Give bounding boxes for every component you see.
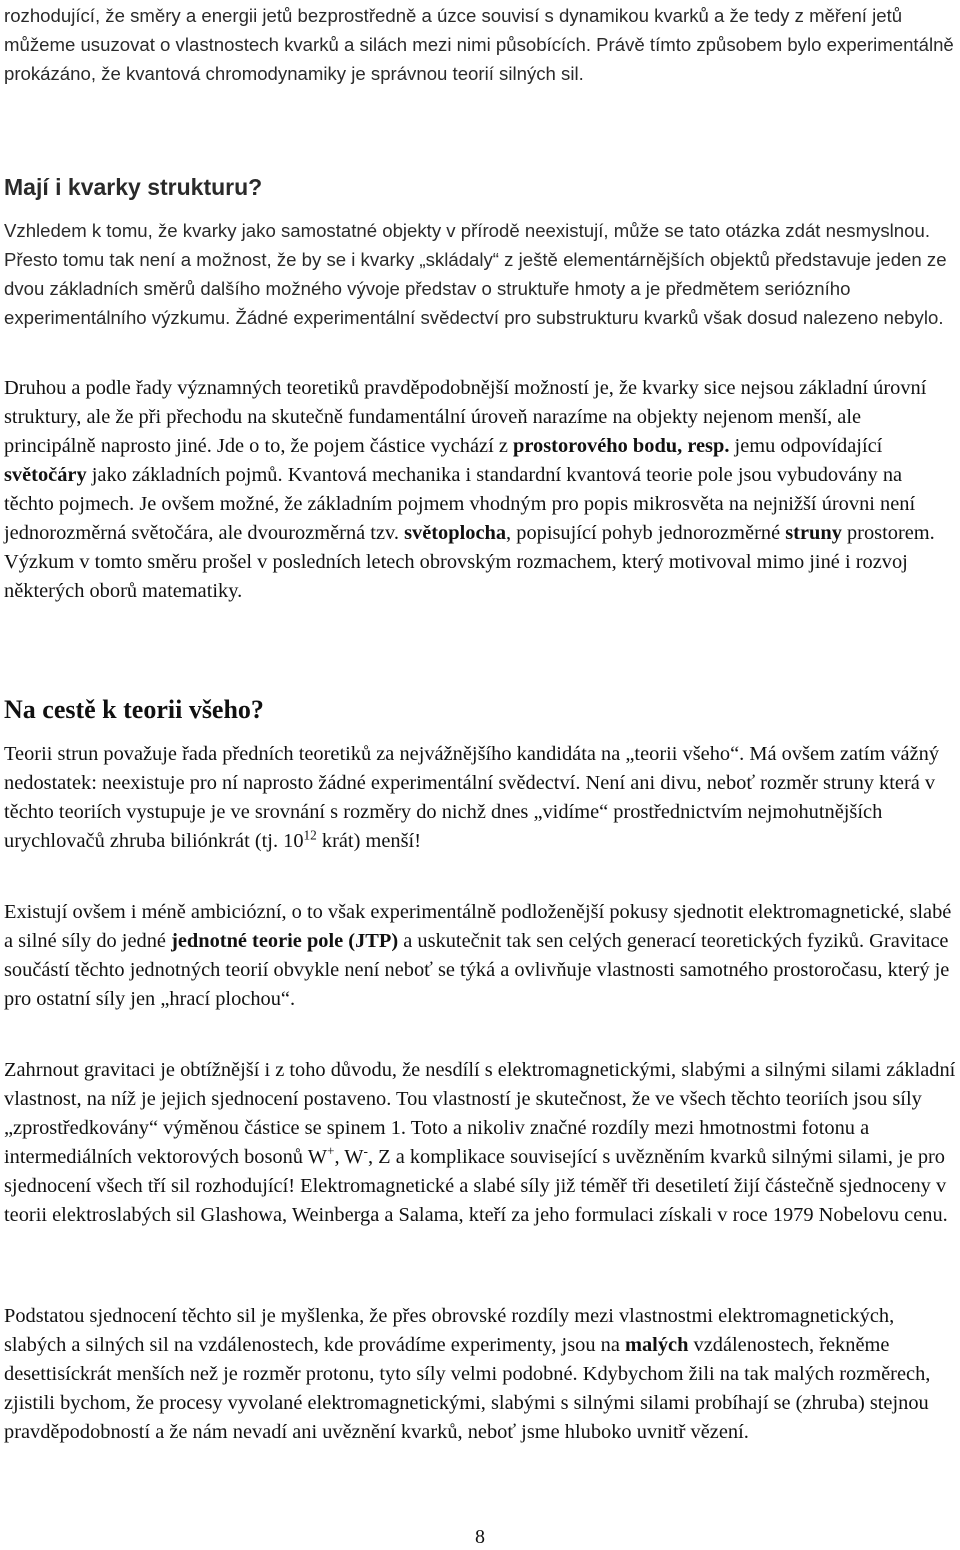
druhou-text-2: jemu odpovídající (729, 435, 883, 457)
struktura-paragraph (4, 216, 956, 332)
page-number: 8 (475, 1526, 485, 1548)
zahrnout-sup-minus: - (363, 1143, 368, 1159)
druhou-bold-prostoroveho-bodu: prostorového bodu, resp. (513, 435, 730, 457)
existuji-bold-jtp: jednotné teorie pole (JTP) (171, 930, 399, 952)
existuji-paragraph (4, 898, 956, 1014)
zahrnout-paragraph (4, 1056, 956, 1230)
podstatou-text-2: vzdálenostech, řekněme desettisíckrát menších než je rozměr protonu, tyto síly velmi podobné. Kdybychom žili na tak malých rozměrech, zjistili bychom, že procesy vyvolané elektromagnetickými, slabými s silnými silami probíhají se (zhruba) stejnou pravděpodobností a že nám nevadí ani uvěznění kvarků, neboť jsme hluboko uvnitř vězení. (4, 1334, 931, 1443)
heading-kvarky-struktura-text: Mají i kvarky strukturu? (4, 174, 263, 200)
zahrnout-text-3: , Z a komplikace související s uvězněním kvarků silnými silami, je pro sjednocení všech tří sil rozhodující! Elektromagnetické a slabé síly již téměř tři desetiletí žijí částečně sjednoceny v teorii elektroslabých sil Glashowa, Weinberga a Salama, kteří za jeho formulaci získali v roce 1979 Nobelovu cenu. (4, 1146, 948, 1226)
intro-text: rozhodující, že směry a energii jetů bezprostředně a úzce souvisí s dynamikou kvarků a že tedy z měření jetů můžeme usuzovat o vlastnostech kvarků a silách mezi nimi působících. Právě tímto způsobem bylo experimentálně prokázáno, že kvantová chromodynamiky je správnou teorií silných sil. (4, 5, 954, 84)
zahrnout-text-2: , W (334, 1146, 364, 1168)
teorie-text-2: krát) menší! (316, 830, 421, 852)
teorie-exponent: 12 (303, 827, 317, 843)
druhou-bold-svetoplocha: světoplocha (404, 522, 507, 544)
teorie-text-1: Teorii strun považuje řada předních teoretiků za nejvážnějšího kandidáta na „teorii všeho“. Má ovšem zatím vážný nedostatek: neexistuje pro ní naprosto žádné experimentální svědectví. Není ani divu, neboť rozměr struny která v těchto teoriích vystupuje je ve srovnání s rozměry do nichž dnes „vidíme“ prostřednictvím nejmohutnějších urychlovačů zhruba biliónkrát (tj. 10 (4, 743, 940, 852)
struktura-text: Vzhledem k tomu, že kvarky jako samostatné objekty v přírodě neexistují, může se tato otázka zdát nesmyslnou. Přesto tomu tak není a možnost, že by se i kvarky „skládaly“ z ještě elementárnějších objektů představuje jeden ze dvou základních směrů dalšího možného vývoje představ o struktuře hmoty a je předmětem seriózního experimentálního výzkumu. Žádné experimentální svědectví pro substrukturu kvarků však dosud nalezeno nebylo. (4, 220, 947, 328)
druhou-text-4: , popisující pohyb jednorozměrné (506, 522, 786, 544)
druhou-bold-svetocary: světočáry (4, 464, 87, 486)
heading-teorie-vseho (4, 694, 956, 726)
druhou-text-1: Druhou a podle řady významných teoretiků pravděpodobnější možností je, že kvarky sice nejsou základní úrovní struktury, ale že při přechodu na skutečně fundamentální úroveň narazíme na objekty nejenom menší, ale principálně naprosto jiné. Jde o to, že pojem částice vychází z (4, 377, 927, 457)
intro-paragraph (4, 1, 956, 88)
druhou-paragraph (4, 374, 956, 606)
teorie-paragraph (4, 740, 956, 856)
druhou-bold-struny: struny (785, 522, 842, 544)
existuji-text-2: a uskutečnit tak sen celých generací teoretických fyziků. Gravitace součástí těchto jednotných teorií obvykle není neboť se týká a ovlivňuje vlastnosti samotného prostoročasu, který je pro ostatní síly jen „hrací plochou“. (4, 930, 950, 1010)
podstatou-text-1: Podstatou sjednocení těchto sil je myšlenka, že přes obrovské rozdíly mezi vlastnostmi elektromagnetických, slabých a silných sil na vzdálenostech, kde provádíme experimenty, jsou na (4, 1305, 895, 1356)
zahrnout-text-1: Zahrnout gravitaci je obtížnější i z toho důvodu, že nesdílí s elektromagnetickými, slabými a silnými silami základní vlastnost, na níž je jejich sjednocení postaveno. Tou vlastností je skutečnost, že ve všech těchto teoriích jsou síly „zprostředkovány“ výměnou částice se spinem 1. Toto a nikoliv značné rozdíly mezi hmotnostmi fotonu a intermediálních vektorových bosonů W (4, 1059, 956, 1168)
podstatou-paragraph (4, 1302, 956, 1447)
zahrnout-sup-plus: + (326, 1143, 335, 1159)
heading-kvarky-struktura (4, 172, 956, 202)
podstatou-bold-malych: malých (624, 1334, 689, 1356)
druhou-text-3: jako základních pojmů. Kvantová mechanika i standardní kvantová teorie pole jsou vybudovány na těchto pojmech. Je ovšem možné, že základním pojmem vhodným pro popis mikrosvěta na nejnižší úrovni není jednorozměrná světočára, ale dvourozměrná tzv. (4, 464, 916, 544)
existuji-text-1: Existují ovšem i méně ambiciózní, o to však experimentálně podloženější pokusy sjednotit elektromagnetické, slabé a silné síly do jedné (4, 901, 952, 952)
heading-teorie-vseho-text: Na cestě k teorii všeho? (4, 695, 264, 724)
druhou-text-5: prostorem. Výzkum v tomto směru prošel v posledních letech obrovským rozmachem, který motivoval mimo jiné i rozvoj některých oborů matematiky. (4, 522, 935, 602)
